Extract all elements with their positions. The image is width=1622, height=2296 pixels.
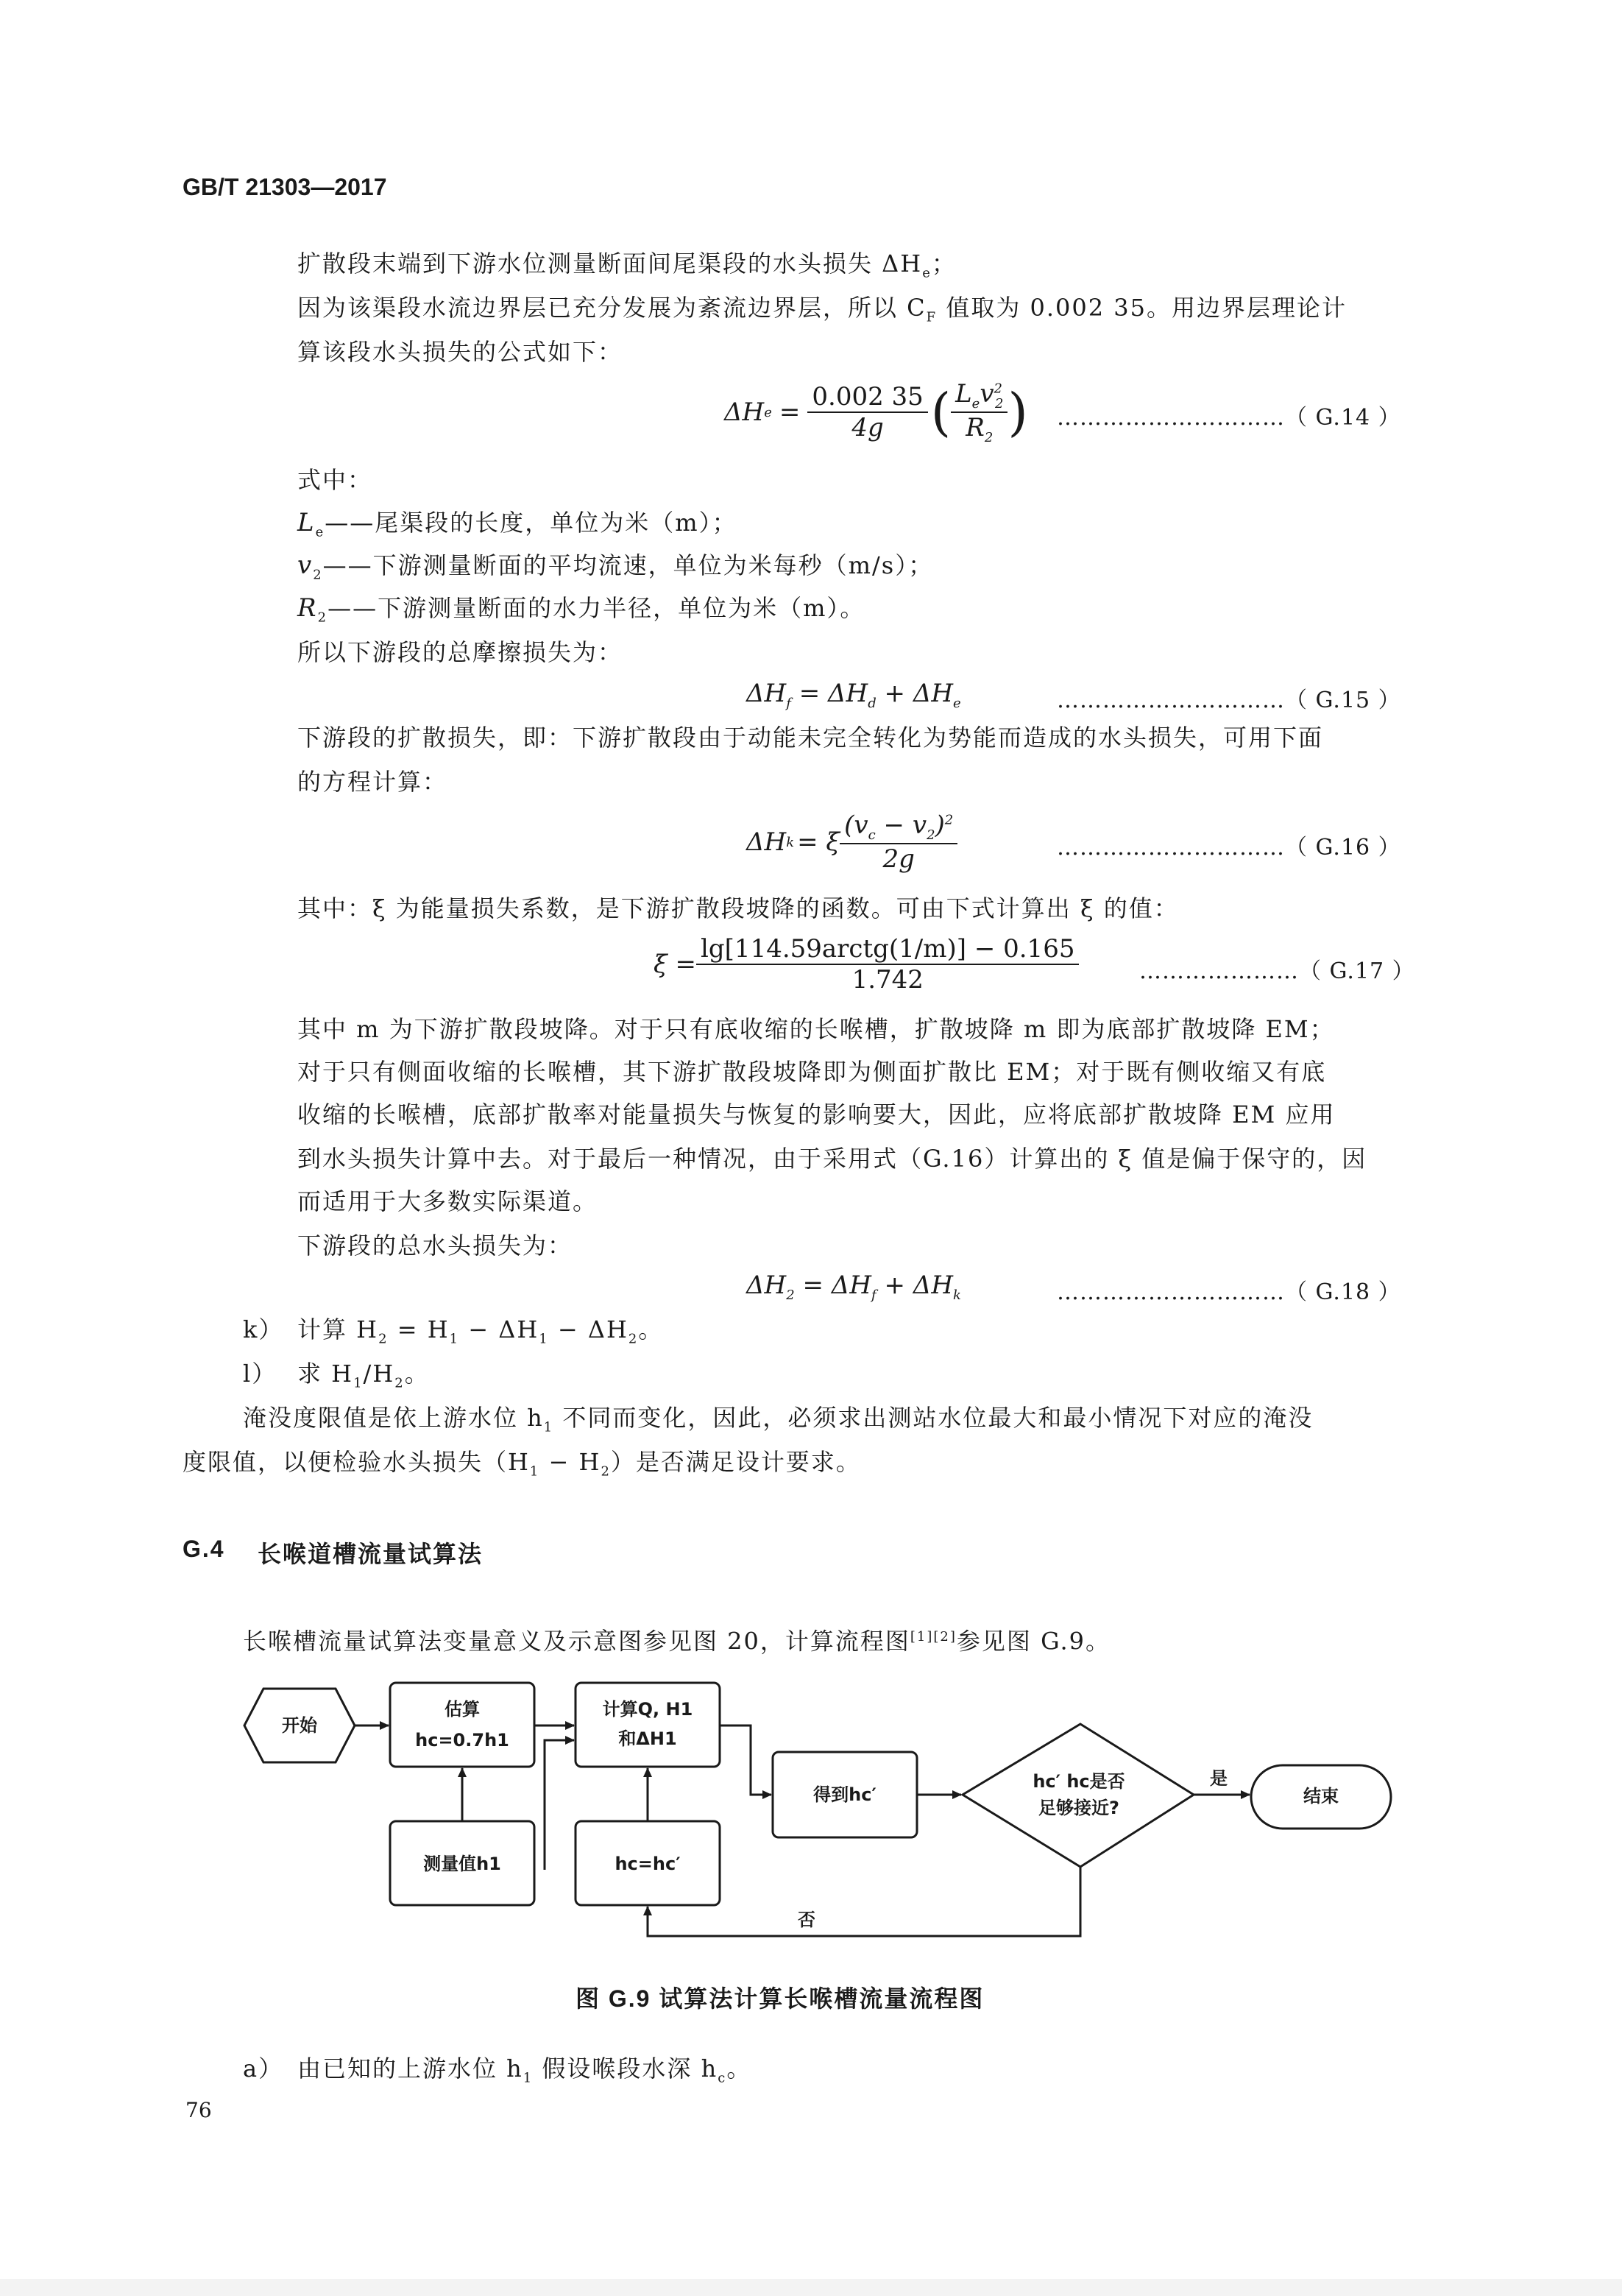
flowchart-yes-label: 是 bbox=[1210, 1768, 1228, 1789]
step-l-label: l） bbox=[243, 1360, 277, 1388]
where-title: 式中： bbox=[297, 466, 373, 494]
para4-line2: 对于只有侧面收缩的长喉槽，其下游扩散段坡降即为侧面扩散比 EM；对于既有侧收缩又有底 bbox=[297, 1058, 1327, 1086]
flowchart-assign-label: hc=hc′ bbox=[615, 1854, 681, 1874]
flowchart-compute-box bbox=[576, 1683, 720, 1767]
flowchart-estimate-label: 估算 bbox=[445, 1699, 480, 1720]
para5-line1: 淹没度限值是依上游水位 $h_1$ 不同而变化，因此，必须求出测站水位最大和最小情况下对应的淹没 bbox=[243, 1404, 1314, 1435]
standard-code: GB/T 21303—2017 bbox=[183, 174, 387, 200]
equation-g18: $\Delta H_2 = \Delta H_f + \Delta H_k$ bbox=[746, 1271, 961, 1303]
where-item-le: $L_e——$尾渠段的长度，单位为米（m）； bbox=[297, 508, 737, 540]
para3-line1: 其中：ξ 为能量损失系数，是下游扩散段坡降的函数。可由下式计算出 ξ 的值： bbox=[297, 894, 1179, 922]
flowchart-obtain-label: 得到hc′ bbox=[813, 1784, 876, 1805]
para4-line4: 到水头损失计算中去。对于最后一种情况，由于采用式（G.16）计算出的 ξ 值是偏于保守的，因 bbox=[297, 1145, 1367, 1173]
para1-line1: 扩散段末端到下游水位测量断面间尾渠段的水头损失 $\Delta H_e$； bbox=[297, 250, 957, 281]
para1-line2: 因为该渠段水流边界层已充分发展为紊流边界层，所以 $C_F$ 值取为 0.002 35。用边界层理论计 bbox=[297, 294, 1347, 325]
page-number: 76 bbox=[185, 2098, 212, 2122]
step-l-text: 求 $H_1/H_2$。 bbox=[297, 1360, 430, 1391]
section-title: 长喉道槽流量试算法 bbox=[258, 1541, 484, 1567]
total-head-text: 下游段的总水头损失为： bbox=[297, 1232, 573, 1260]
para4-line1: 其中 m 为下游扩散段坡降。对于只有底收缩的长喉槽，扩散坡降 m 即为底部扩散坡降 EM； bbox=[297, 1015, 1335, 1043]
equation-number-g15: …………………………（ G.15 ） bbox=[1057, 688, 1401, 713]
total-friction-text: 所以下游段的总摩擦损失为： bbox=[297, 638, 623, 666]
flowchart-decision-diamond bbox=[963, 1724, 1194, 1867]
equation-g16: ΔH k = ξ $\frac{(v_c - v_2)^2}{2g}$ bbox=[746, 807, 957, 877]
flowchart-measure-label: 测量值h1 bbox=[423, 1854, 501, 1874]
flowchart-compute-line1: 计算Q, H1 bbox=[602, 1699, 693, 1720]
section-number: G.4 bbox=[183, 1536, 225, 1562]
step-a-label: a） bbox=[243, 2055, 284, 2083]
equation-number-g16: …………………………（ G.16 ） bbox=[1057, 835, 1401, 861]
flowchart-decision-line2: 足够接近? bbox=[1038, 1798, 1119, 1818]
figure-caption: 图 G.9 试算法计算长喉槽流量流程图 bbox=[576, 1985, 985, 2012]
flowchart-no-label: 否 bbox=[798, 1910, 815, 1930]
para2-line2: 的方程计算： bbox=[297, 768, 448, 796]
where-item-r2: $R_2——$下游测量断面的水力半径，单位为米（m）。 bbox=[297, 593, 865, 626]
equation-number-g14: …………………………（ G.14 ） bbox=[1057, 405, 1401, 431]
equation-number-g18: …………………………（ G.18 ） bbox=[1057, 1279, 1401, 1305]
flowchart-estimate-formula: hc=0.7h1 bbox=[415, 1730, 509, 1751]
para4-line5: 而适用于大多数实际渠道。 bbox=[297, 1187, 598, 1215]
step-k-label: k） bbox=[243, 1315, 284, 1343]
step-k-text: 计算 $H_2 = H_1 - \Delta H_1 - \Delta H_2$。 bbox=[297, 1315, 664, 1347]
bottom-scan-edge bbox=[0, 2279, 1622, 2296]
flowchart-start-label: 开始 bbox=[282, 1715, 317, 1736]
where-item-v2: $v_2——$下游测量断面的平均流速，单位为米每秒（m/s）； bbox=[297, 551, 934, 583]
flowchart-compute-line2: 和ΔH1 bbox=[618, 1728, 677, 1749]
para5-line2: 度限值，以便检验水头损失$(H_1 - H_2)$是否满足设计要求。 bbox=[183, 1448, 861, 1480]
step-a-text: 由已知的上游水位 $h_1$ 假设喉段水深 $h_c$。 bbox=[297, 2055, 752, 2086]
equation-number-g17: …………………（ G.17 ） bbox=[1139, 958, 1415, 984]
equation-g14: ΔH e = $\frac{0.002 35}{4g}$ ( $\frac{L_ev^2_2}{R_2}$ ) bbox=[724, 379, 1028, 445]
para4-line3: 收缩的长喉槽，底部扩散率对能量损失与恢复的影响要大，因此，应将底部扩散坡降 EM 应用 bbox=[297, 1101, 1336, 1128]
flowchart-decision-line1: hc′ hc是否 bbox=[1033, 1771, 1125, 1792]
equation-g17: ξ = $\frac{\text{lg[114.59arctg(1/m)] − 0.165}}{1.742}$ bbox=[654, 929, 1079, 1000]
equation-g15: $\Delta H_f = \Delta H_d + \Delta H_e$ bbox=[746, 679, 961, 711]
flowchart-end-label: 结束 bbox=[1303, 1786, 1339, 1806]
para1-line3: 算该段水头损失的公式如下： bbox=[297, 338, 623, 366]
para2-line1: 下游段的扩散损失，即：下游扩散段由于动能未完全转化为势能而造成的水头损失，可用下面 bbox=[297, 724, 1324, 752]
flowchart-estimate-box bbox=[390, 1683, 534, 1767]
intro-text: 长喉槽流量试算法变量意义及示意图参见图 20，计算流程图[1][2]参见图 G.9。 bbox=[243, 1627, 1111, 1656]
